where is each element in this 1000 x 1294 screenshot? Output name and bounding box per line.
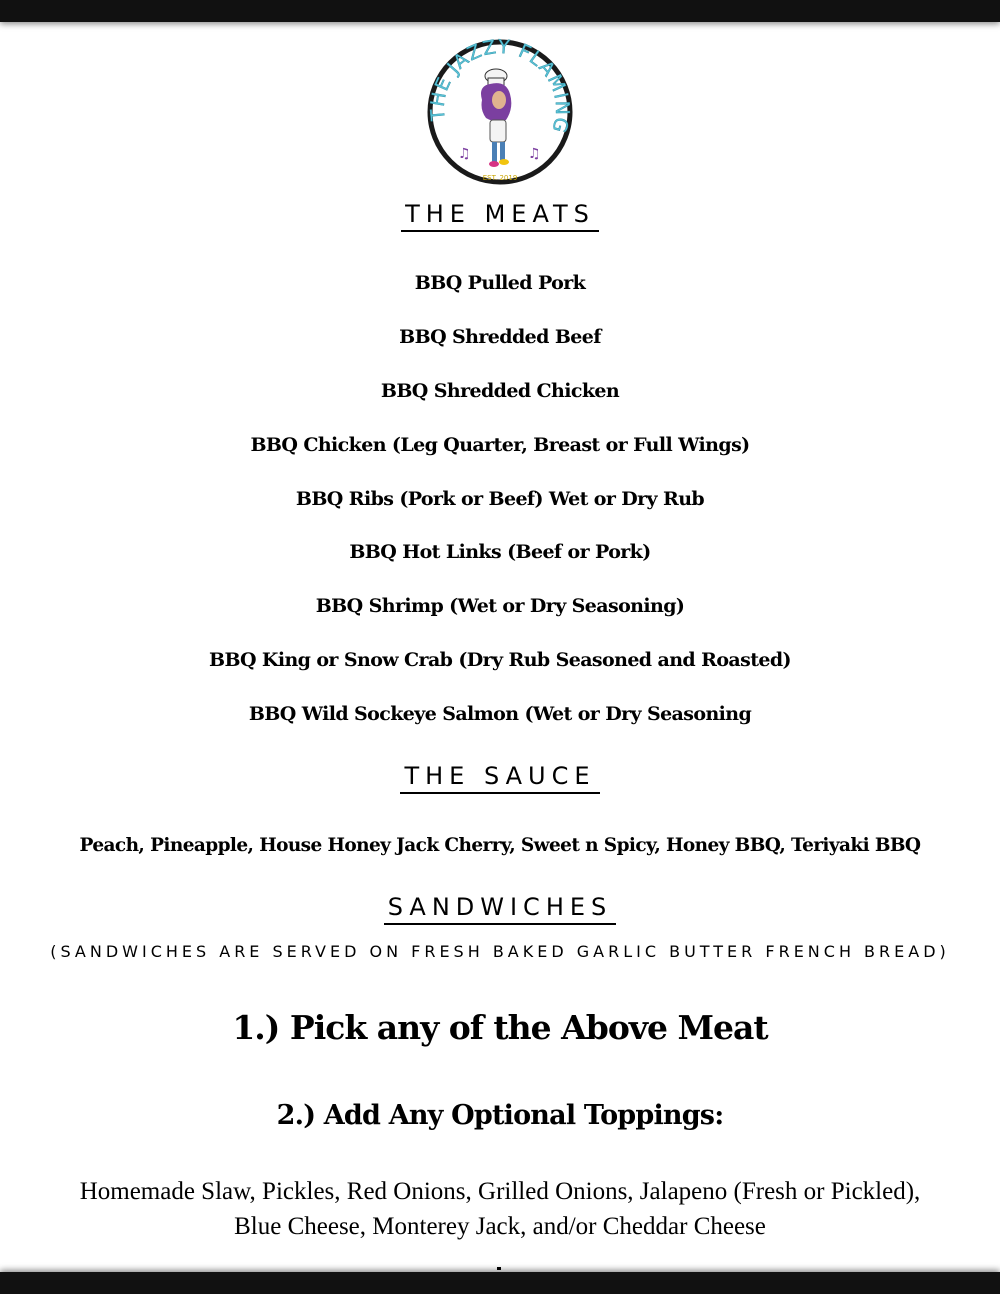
svg-text:♫: ♫	[528, 146, 541, 162]
meat-item: BBQ Chicken (Leg Quarter, Breast or Full Wings)	[250, 434, 750, 456]
sauce-heading	[0, 762, 1000, 794]
sandwiches-bread-note: (SANDWICHES ARE SERVED ON FRESH BAKED GARLIC BUTTER FRENCH BREAD)	[50, 942, 950, 961]
top-border-bar	[0, 0, 1000, 22]
sauce-list: Peach, Pineapple, House Honey Jack Cherry, Sweet n Spicy, Honey BBQ, Teriyaki BBQ	[79, 835, 921, 856]
meats-heading-text: THE MEATS	[401, 200, 599, 232]
jazzy-flamingo-logo	[416, 28, 584, 196]
sandwiches-heading-text: SANDWICHES	[384, 893, 617, 925]
sauce-heading-text: THE SAUCE	[400, 762, 599, 794]
step-one-pick-meat: 1.) Pick any of the Above Meat	[232, 1008, 768, 1047]
toppings-list	[20, 1174, 980, 1244]
meat-item: BBQ Pulled Pork	[414, 272, 586, 294]
chef-flamingo-logo-icon	[416, 28, 584, 196]
meat-item: BBQ Hot Links (Beef or Pork)	[349, 541, 651, 563]
meat-item: BBQ Wild Sockeye Salmon (Wet or Dry Seasoning	[248, 703, 752, 725]
meats-heading	[0, 200, 1000, 232]
bottom-border-bar	[0, 1272, 1000, 1294]
meat-item: BBQ Shrimp (Wet or Dry Seasoning)	[315, 595, 685, 617]
svg-text:THE JAZZY FLAMINGO: THE JAZZY FLAMING	[426, 35, 574, 136]
toppings-line-2: Blue Cheese, Monterey Jack, and/or Cheddar Cheese	[234, 1213, 766, 1240]
step-two-add-toppings: 2.) Add Any Optional Toppings:	[276, 1100, 724, 1131]
meat-item: BBQ King or Snow Crab (Dry Rub Seasoned and Roasted)	[209, 649, 791, 671]
meat-item: BBQ Ribs (Pork or Beef) Wet or Dry Rub	[295, 488, 705, 510]
meat-item: BBQ Shredded Chicken	[380, 380, 620, 402]
toppings-line-1: Homemade Slaw, Pickles, Red Onions, Grilled Onions, Jalapeno (Fresh or Pickled),	[79, 1178, 921, 1205]
sandwiches-heading	[0, 893, 1000, 925]
meat-item: BBQ Shredded Beef	[399, 326, 601, 348]
svg-text:EST. 2019: EST. 2019	[482, 174, 518, 182]
svg-text:♫: ♫	[458, 146, 471, 162]
page-mark	[497, 1267, 501, 1270]
